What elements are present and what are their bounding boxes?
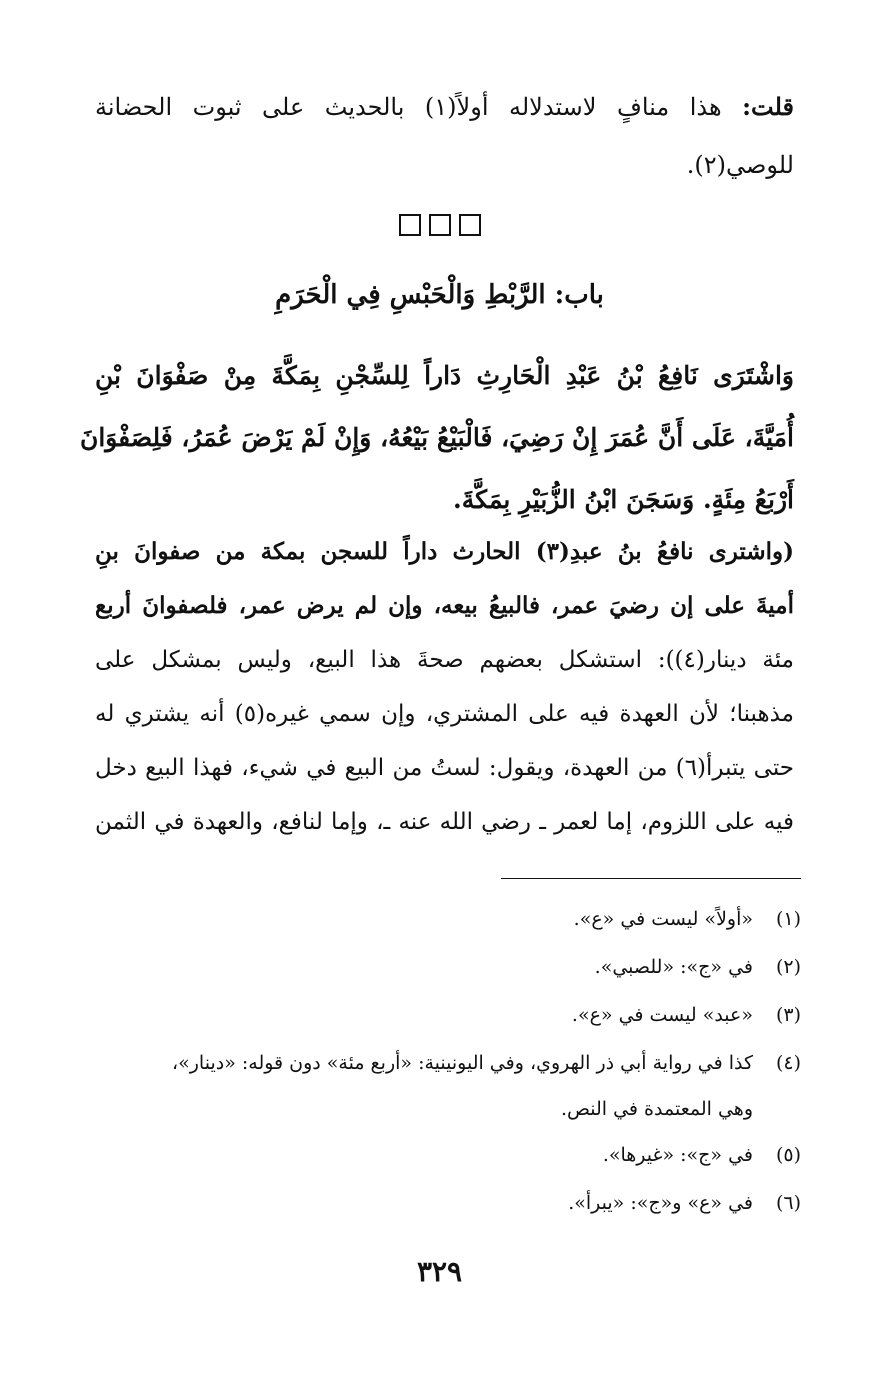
footnote-line: كذا في رواية أبي ذر الهروي، وفي اليونينية: «أربع مئة» دون قوله: «دينار»، [171,1052,753,1074]
hadith-text [79,345,794,531]
footnote-text: في «ع» و«ج»: «يبرأ». [568,1192,753,1214]
footnote-number: (٢) [775,956,801,978]
hadith-line: أَرْبَعُ مِئَةٍ. وَسَجَنَ ابْنُ الزُّبَيْرِ بِمَكَّةَ. [453,485,794,514]
footnote [95,943,801,991]
commentary-line: مذهبنا؛ لأن العهدة فيه على المشتري، وإن سمي غيره(٥) أنه يشتري له [95,701,794,727]
footnote-number: (٤) [775,1052,801,1074]
intro-line-1 [95,78,794,136]
chapter-title: باب: الرَّبْطِ وَالْحَبْسِ فِي الْحَرَمِ [275,280,604,310]
footnote-text: في «ج»: «غيرها». [602,1144,753,1166]
footnote [95,1179,801,1227]
commentary-line: أميةَ على إن رضيَ عمر، فالبيعُ بيعه، وإن لم يرض عمر، فلصفوانَ أربع [95,592,794,619]
separator-square [399,214,421,236]
footnote-text: في «ج»: «للصبي». [594,956,753,978]
intro-line-2: للوصي(٢). [686,151,794,179]
section-separator [0,210,879,243]
footnote [95,1131,801,1179]
commentary-text [95,525,794,849]
hadith-line: وَاشْتَرَى نَافِعُ بْنُ عَبْدِ الْحَارِثِ دَاراً لِلسِّجْنِ بِمَكَّةَ مِنْ صَفْوَانَ بْنِ [95,361,794,390]
footnote-number: (٥) [775,1144,801,1166]
footnote-text: «أولاً» ليست في «ع». [573,908,753,930]
separator-square [459,214,481,236]
footnote-number: (٦) [775,1192,801,1214]
footnote [95,1039,801,1131]
separator-square [429,214,451,236]
page-number: ٣٢٩ [416,1255,463,1288]
footnote-text [95,1039,753,1131]
footnote-line: وهي المعتمدة في النص. [560,1098,753,1120]
footnote-number: (٣) [775,1004,801,1026]
footnotes [95,895,801,1227]
intro-paragraph [95,78,794,194]
intro-label: قلت: [742,92,794,121]
commentary-line: مئة دينار(٤)): استشكل بعضهم صحةَ هذا البيع، وليس بمشكل على [95,647,794,673]
footnote-text: «عبد» ليست في «ع». [571,1004,753,1026]
footnote [95,991,801,1039]
commentary-line: (واشترى نافعُ بنُ عبدِ(٣) الحارث داراً للسجن بمكة من صفوانَ بنِ [95,538,794,565]
footnote-number: (١) [775,908,801,930]
footnote [95,895,801,943]
hadith-line: أُمَيَّةَ، عَلَى أَنَّ عُمَرَ إِنْ رَضِيَ، فَالْبَيْعُ بَيْعُهُ، وَإِنْ لَمْ يَرْضَ عُمَرُ، فَلِصَفْوَانَ [79,423,794,452]
commentary-line: فيه على اللزوم، إما لعمر ـ رضي الله عنه ـ، وإما لنافع، والعهدة في الثمن [95,809,794,835]
intro-text: هذا منافٍ لاستدلاله أولاً(١) بالحديث على ثبوت الحضانة [95,93,722,121]
footnote-divider [501,878,801,879]
commentary-line: حتى يتبرأ(٦) من العهدة، ويقول: لستُ من البيع في شيء، فهذا البيع دخل [95,755,794,781]
